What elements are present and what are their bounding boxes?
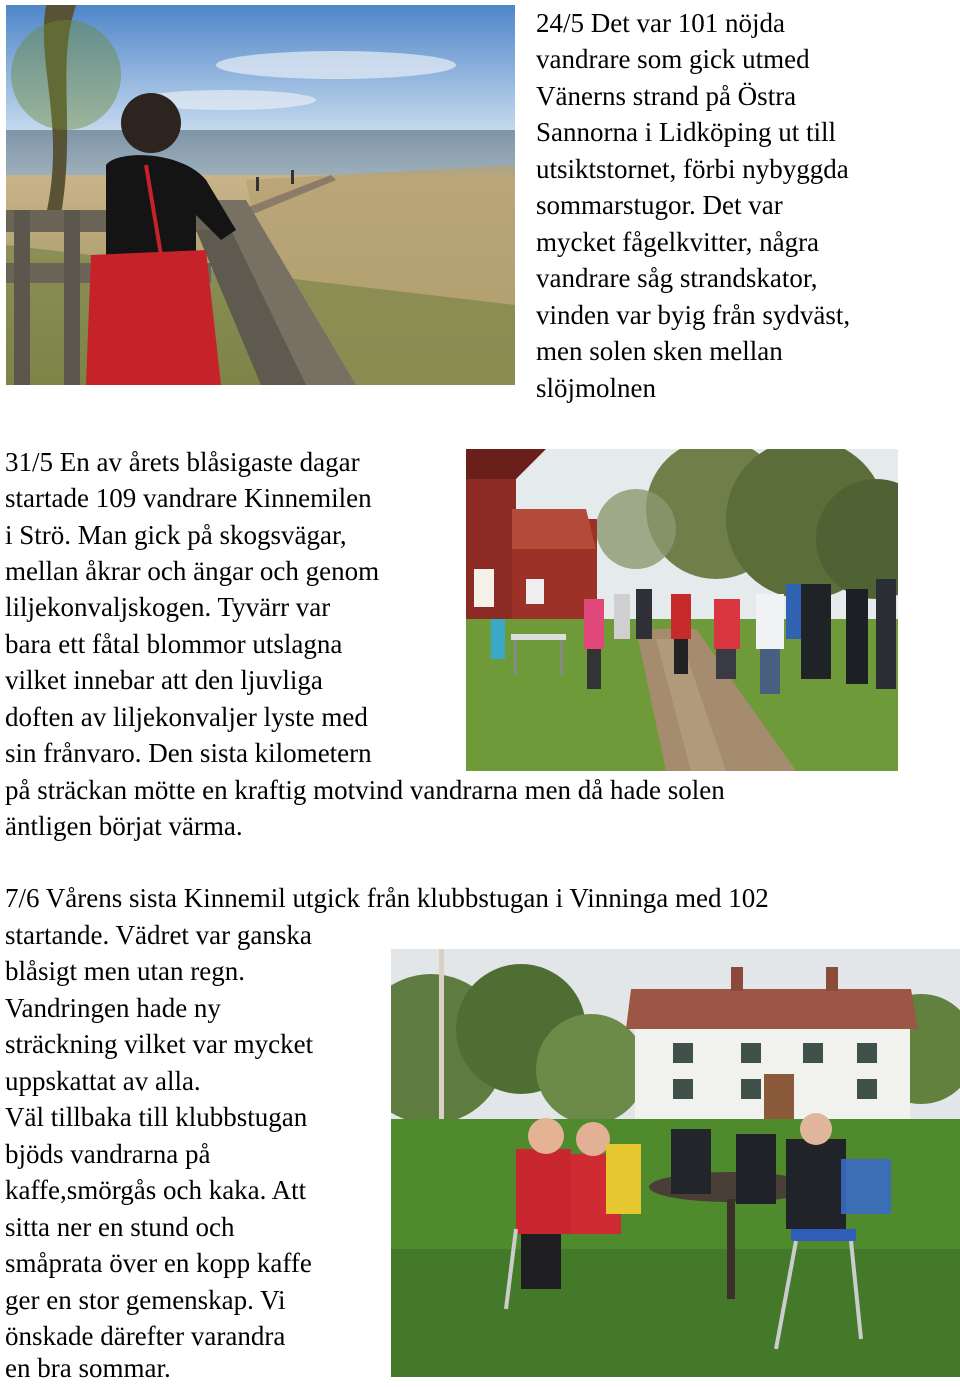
paragraph-line: vandrare såg strandskator, [536,263,818,293]
paragraph-line: slöjmolnen [536,373,656,403]
paragraph-line: i Strö. Man gick på skogsvägar, [5,520,347,550]
paragraph-line: uppskattat av alla. [5,1066,201,1096]
paragraph-line: Sannorna i Lidköping ut till [536,117,836,147]
paragraph-line: doften av liljekonvaljer lyste med [5,702,368,732]
paragraph-line: bjöds vandrarna på [5,1139,211,1169]
paragraph-line: 31/5 En av årets blåsigaste dagar [5,447,360,477]
paragraph-line: 7/6 Vårens sista Kinnemil utgick från klubbstugan i Vinninga med 102 [5,883,769,913]
paragraph-line: småprata över en kopp kaffe [5,1248,312,1278]
photo-barn-gathering [466,449,898,771]
paragraph-line: sitta ner en stund och [5,1212,235,1242]
paragraph-line: mycket fågelkvitter, några [536,227,820,257]
paragraph-line: bara ett fåtal blommor utslagna [5,629,343,659]
paragraph-line: vinden var byig från sydväst, [536,300,851,330]
paragraph-line: sommarstugor. Det var [536,190,783,220]
paragraph-line: sin frånvaro. Den sista kilometern [5,738,372,768]
paragraph-line: önskade därefter varandra [5,1321,286,1351]
photo-garden-coffee [391,949,960,1377]
paragraph-line: Väl tillbaka till klubbstugan [5,1102,308,1132]
paragraph-line: 24/5 Det var 101 nöjda [536,8,785,38]
paragraph-line: en bra sommar. [5,1353,171,1383]
paragraph-line: blåsigt men utan regn. [5,956,245,986]
paragraph-line: mellan åkrar och ängar och genom [5,556,380,586]
paragraph-line: kaffe,smörgås och kaka. Att [5,1175,307,1205]
photo-lake-boardwalk [6,5,515,385]
paragraph-line: äntligen börjat värma. [5,811,243,841]
paragraph-line: vilket innebar att den ljuvliga [5,665,323,695]
paragraph-line: Vandringen hade ny [5,993,221,1023]
paragraph-line: ger en stor gemenskap. Vi [5,1285,286,1315]
paragraph-line: Vänerns strand på Östra [536,81,797,111]
paragraph-line: utsiktstornet, förbi nybyggda [536,154,849,184]
paragraph-line: startade 109 vandrare Kinnemilen [5,483,372,513]
paragraph-line: startande. Vädret var ganska [5,920,312,950]
paragraph-line: vandrare som gick utmed [536,44,810,74]
paragraph-line: men solen sken mellan [536,336,783,366]
paragraph-line: liljekonvaljskogen. Tyvärr var [5,592,331,622]
paragraph-line: på sträckan mötte en kraftig motvind vandrarna men då hade solen [5,775,725,805]
paragraph-line: sträckning vilket var mycket [5,1029,314,1059]
